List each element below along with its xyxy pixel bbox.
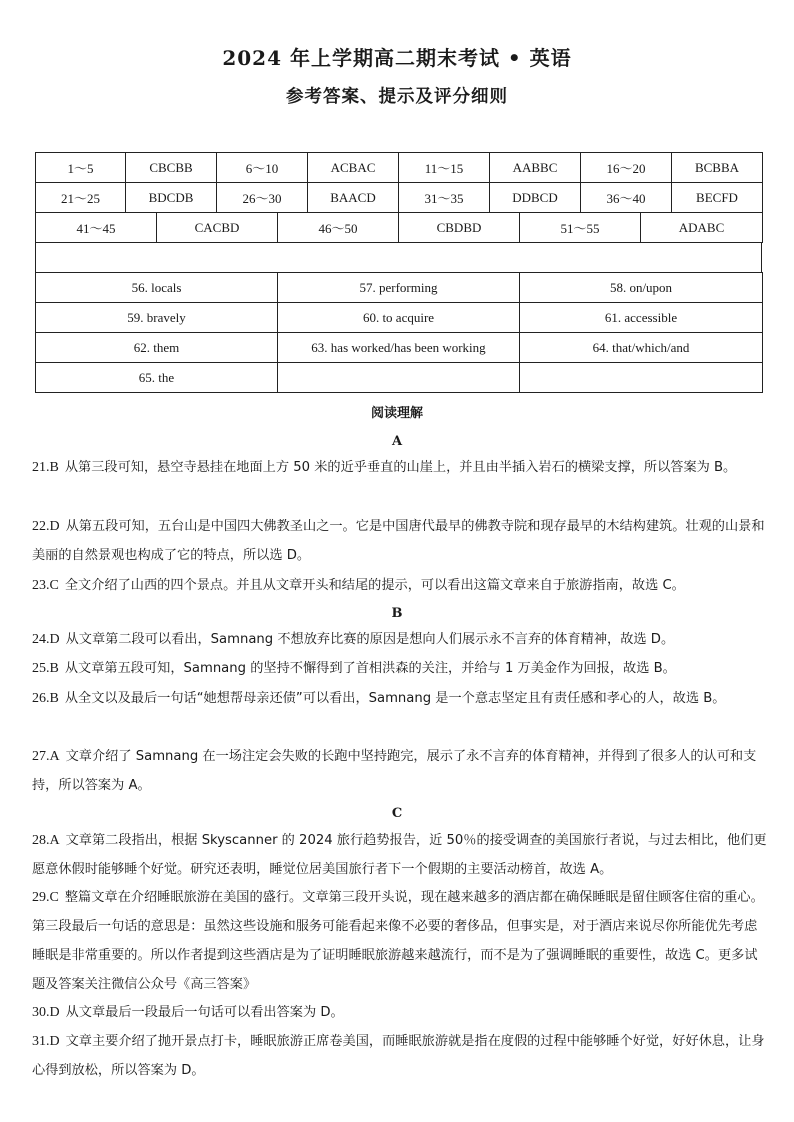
table-cell: 59. bravely bbox=[36, 303, 278, 333]
explanation-text: 从全文以及最后一句话“她想帮母亲还债”可以看出，Samnang 是一个意志坚定且有责任感和孝心的人，故选 B。 bbox=[64, 691, 726, 706]
table-cell: ACBAC bbox=[308, 153, 399, 183]
table-cell: BCBBA bbox=[672, 153, 763, 183]
table-cell: ADABC bbox=[641, 213, 763, 243]
table-cell: BECFD bbox=[672, 183, 763, 213]
passage-heading-a: A bbox=[391, 434, 403, 449]
table-cell: 46～50 bbox=[278, 213, 399, 243]
explanation-text: 文章第二段指出，根据 Skyscanner 的 2024 旅行趋势报告，近 50％的接受调查的美国旅行者说，与过去相比，他们更愿意休假时能够睡个好觉。研究还表明，睡觉位居美国旅行者下一个假期的主要活动榜首，故选 A。 bbox=[32, 833, 767, 877]
table-cell: 26～30 bbox=[217, 183, 308, 213]
table-cell bbox=[520, 363, 763, 393]
explanation-text: 从第五段可知，五台山是中国四大佛教圣山之一。它是中国唐代最早的佛教寺院和现存最早的木结构建筑。壮观的山景和美丽的自然景观也构成了它的特点，所以选 D。 bbox=[32, 519, 765, 563]
table-cell: 21～25 bbox=[36, 183, 126, 213]
table-cell: 65. the bbox=[36, 363, 278, 393]
table-cell: 51～55 bbox=[520, 213, 641, 243]
table-cell: CBDBD bbox=[399, 213, 520, 243]
explanation-text: 文章介绍了 Samnang 在一场注定会失败的长跑中坚持跑完，展示了永不言弃的体育精神，并得到了很多人的认可和支持，所以答案为 A。 bbox=[32, 749, 757, 793]
table-row bbox=[36, 183, 763, 213]
answer-table-fill bbox=[35, 272, 763, 393]
answer-explanation-27 bbox=[32, 742, 768, 800]
table-row bbox=[36, 303, 763, 333]
table-cell: CACBD bbox=[157, 213, 278, 243]
table-row bbox=[36, 273, 763, 303]
answer-explanation-31 bbox=[32, 1027, 768, 1085]
answer-explanation-22 bbox=[32, 512, 768, 570]
table-cell bbox=[278, 363, 520, 393]
table-cell: 63. has worked/has been working bbox=[278, 333, 520, 363]
answer-explanation-25 bbox=[32, 654, 768, 683]
page-subtitle: 参考答案、提示及评分细则 bbox=[286, 87, 508, 107]
question-number: 22.D bbox=[32, 519, 60, 534]
explanation-text: 整篇文章在介绍睡眠旅游在美国的盛行。文章第三段开头说，现在越来越多的酒店都在确保睡眠是留住顾客住宿的重心。第三段最后一句话的意思是：虽然这些设施和服务可能看起来像不必要的奢侈品，但事实是，对于酒店来说尽你所能优先考虑睡眠是非常重要的。所以作者提到这些酒店是为了证明睡眠旅游越来越流行，而不是为了强调睡眠的重要性，故选 C。更多试题及答案关注微信公众号《高三答案》 bbox=[32, 890, 764, 992]
question-number: 21.B bbox=[32, 460, 59, 475]
question-number: 24.D bbox=[32, 632, 60, 647]
passage-heading-c: C bbox=[391, 806, 403, 821]
explanation-text: 从文章第五段可知，Samnang 的坚持不懈得到了首相洪森的关注，并给与 1 万美金作为回报，故选 B。 bbox=[64, 661, 676, 676]
question-number: 23.C bbox=[32, 578, 59, 593]
table-cell-empty bbox=[36, 243, 762, 273]
table-cell: 62. them bbox=[36, 333, 278, 363]
table-cell: DDBCD bbox=[490, 183, 581, 213]
explanation-text: 文章主要介绍了抛开景点打卡，睡眠旅游正席卷美国，而睡眠旅游就是指在度假的过程中能够睡个好觉，好好休息，让身心得到放松，所以答案为 D。 bbox=[32, 1034, 765, 1078]
question-number: 26.B bbox=[32, 691, 59, 706]
table-cell: AABBC bbox=[490, 153, 581, 183]
page-title: 2024 年上学期高二期末考试 • 英语 bbox=[222, 46, 572, 70]
section-heading-reading: 阅读理解 bbox=[370, 406, 423, 421]
table-cell: 57. performing bbox=[278, 273, 520, 303]
answer-table-empty-row bbox=[35, 242, 762, 273]
answer-explanation-28 bbox=[32, 826, 768, 884]
answer-table-choice bbox=[35, 152, 763, 213]
explanation-text: 从文章最后一段最后一句话可以看出答案为 D。 bbox=[65, 1005, 344, 1020]
answer-table-row3 bbox=[35, 212, 763, 243]
explanation-text: 全文介绍了山西的四个景点。并且从文章开头和结尾的提示，可以看出这篇文章来自于旅游指南，故选 C。 bbox=[64, 578, 685, 593]
table-row bbox=[36, 153, 763, 183]
explanation-text: 从第三段可知，悬空寺悬挂在地面上方 50 米的近乎垂直的山崖上，并且由半插入岩石的横梁支撑，所以答案为 B。 bbox=[64, 460, 737, 475]
table-cell: 1～5 bbox=[36, 153, 126, 183]
answer-explanation-29 bbox=[32, 883, 768, 999]
table-cell: BDCDB bbox=[126, 183, 217, 213]
explanation-text: 从文章第二段可以看出，Samnang 不想放弃比赛的原因是想向人们展示永不言弃的体育精神，故选 D。 bbox=[65, 632, 675, 647]
table-cell: 16～20 bbox=[581, 153, 672, 183]
question-number: 29.C bbox=[32, 890, 59, 905]
table-cell: 56. locals bbox=[36, 273, 278, 303]
table-cell: 11～15 bbox=[399, 153, 490, 183]
table-row bbox=[36, 333, 763, 363]
table-cell: 31～35 bbox=[399, 183, 490, 213]
table-cell: 61. accessible bbox=[520, 303, 763, 333]
table-cell: 64. that/which/and bbox=[520, 333, 763, 363]
table-cell: CBCBB bbox=[126, 153, 217, 183]
table-cell: 58. on/upon bbox=[520, 273, 763, 303]
table-cell: 60. to acquire bbox=[278, 303, 520, 333]
table-row bbox=[36, 213, 763, 243]
table-row bbox=[36, 363, 763, 393]
table-cell: 36～40 bbox=[581, 183, 672, 213]
answer-explanation-30 bbox=[32, 998, 768, 1027]
answer-explanation-21 bbox=[32, 453, 768, 482]
table-cell: BAACD bbox=[308, 183, 399, 213]
question-number: 27.A bbox=[32, 749, 60, 764]
table-cell: 41～45 bbox=[36, 213, 157, 243]
passage-heading-b: B bbox=[391, 606, 403, 621]
answer-explanation-23 bbox=[32, 571, 768, 600]
table-cell: 6～10 bbox=[217, 153, 308, 183]
answer-explanation-24 bbox=[32, 625, 768, 654]
question-number: 28.A bbox=[32, 833, 60, 848]
question-number: 25.B bbox=[32, 661, 59, 676]
answer-explanation-26 bbox=[32, 684, 768, 713]
question-number: 31.D bbox=[32, 1034, 60, 1049]
question-number: 30.D bbox=[32, 1005, 60, 1020]
table-row bbox=[36, 243, 762, 273]
